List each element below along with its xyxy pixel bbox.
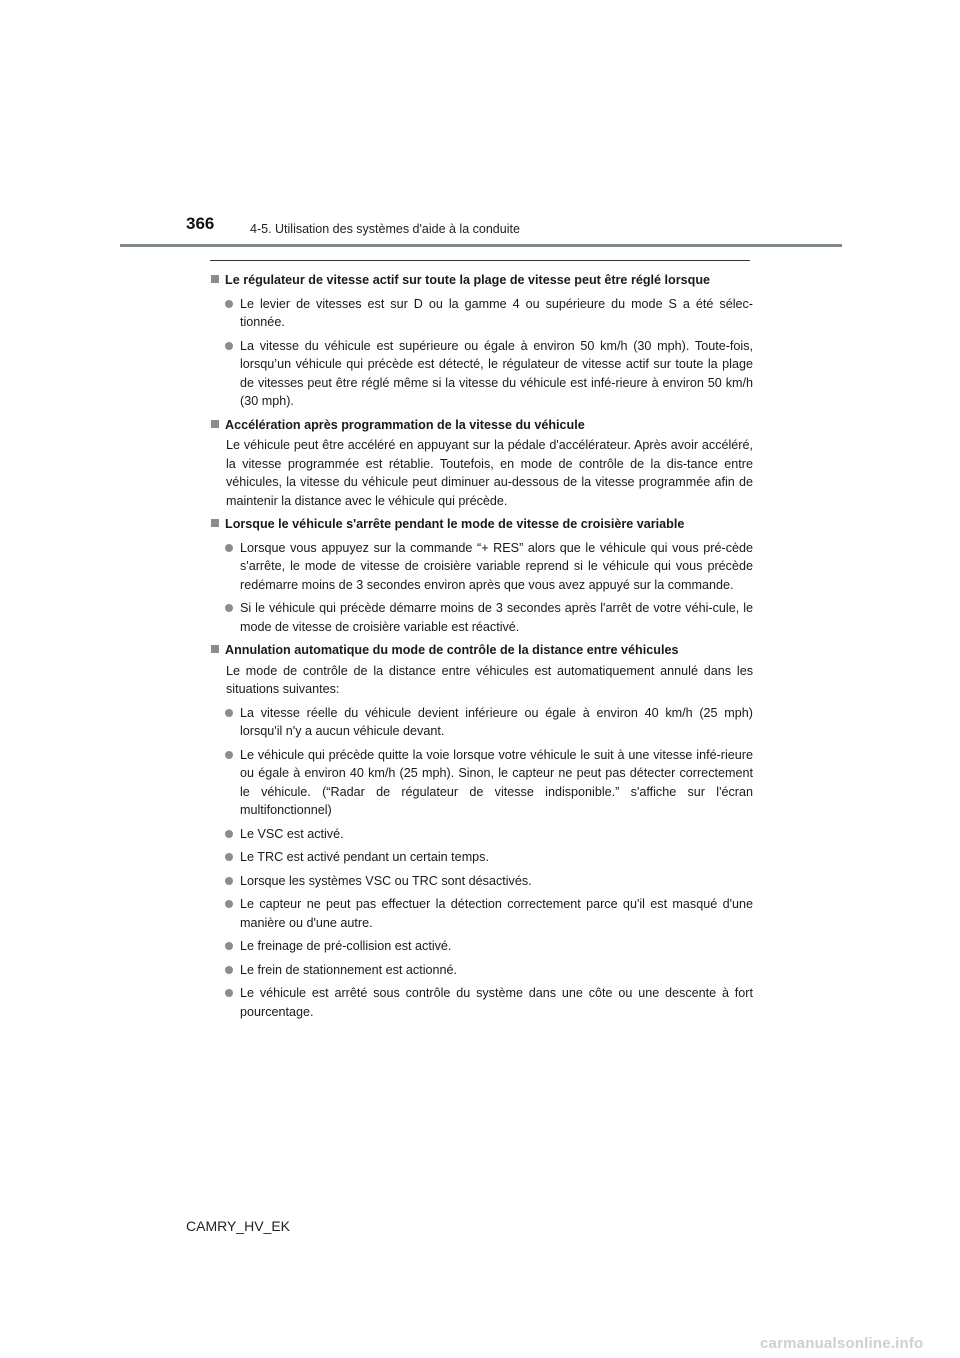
list-item-text: Si le véhicule qui précède démarre moins de 3 secondes après l'arrêt de votre véhi-cule, le mode de vitesse de croisière variable est réactivé. [240,601,753,634]
watermark: carmanualsonline.info [760,1335,924,1352]
circle-bullet-icon [225,853,233,861]
list-item-text: Le véhicule qui précède quitte la voie lorsque votre véhicule le suit à une vitesse infé-rieure ou égale à environ 40 km/h (25 mph). Sinon, le capteur ne peut pas détecter correctement le véhicule. (“Radar de régulateur de vitesse indisponible.” s'affiche sur l'écran multifonctionnel) [240,747,753,817]
circle-bullet-icon [225,989,233,997]
circle-bullet-icon [225,604,233,612]
circle-bullet-icon [225,342,233,350]
list-item [225,984,753,1021]
footer-model-code: CAMRY_HV_EK [186,1218,291,1234]
section-heading-text: Le régulateur de vitesse actif sur toute la plage de vitesse peut être réglé lorsque [225,273,711,287]
section [211,515,753,636]
section-heading [211,271,753,290]
square-bullet-icon [211,275,219,283]
paragraph: Le véhicule peut être accéléré en appuyant sur la pédale d'accélérateur. Après avoir accéléré, la vitesse programmée est rétablie. Toutefois, en mode de contrôle de la dis-tance entre véhicules, la vitesse du véhicule peut diminuer au-dessous de la vitesse programmée afin de maintenir la distance avec le véhicule qui précède. [226,438,753,508]
list-item-text: Le VSC est activé. [240,826,344,841]
circle-bullet-icon [225,300,233,308]
paragraph: Le mode de contrôle de la distance entre véhicules est automatiquement annulé dans les situations suivantes: [226,663,753,696]
circle-bullet-icon [225,544,233,552]
content-top-rule [210,260,750,261]
list-item-text: La vitesse réelle du véhicule devient inférieure ou égale à environ 40 km/h (25 mph) lorsqu'il n'y a aucun véhicule devant. [240,705,753,738]
circle-bullet-icon [225,751,233,759]
chapter-title: 4-5. Utilisation des systèmes d'aide à la conduite [250,222,520,236]
section-heading-text: Lorsque le véhicule s'arrête pendant le mode de vitesse de croisière variable [225,517,685,531]
list-item [225,337,753,411]
list-item-text: Le capteur ne peut pas effectuer la détection correctement parce qu'il est masqué d'une manière ou d'une autre. [240,897,753,930]
circle-bullet-icon [225,966,233,974]
square-bullet-icon [211,645,219,653]
list-item-text: La vitesse du véhicule est supérieure ou égale à environ 50 km/h (30 mph). Toute-fois, lorsqu’un véhicule qui précède est détecté, le régulateur de vitesse actif sur toute la plage de vitesses peut être réglé même si la vitesse du véhicule est infé-rieure à environ 50 km/h (30 mph). [240,338,753,408]
square-bullet-icon [211,420,219,428]
section-heading-text: Annulation automatique du mode de contrôle de la distance entre véhicules [225,643,679,657]
section [211,271,753,411]
list-item [225,295,753,332]
circle-bullet-icon [225,709,233,717]
list-item-text: Le frein de stationnement est actionné. [240,962,458,977]
circle-bullet-icon [225,942,233,950]
page-content [211,266,753,1021]
list-item-text: Lorsque les systèmes VSC ou TRC sont désactivés. [240,873,532,888]
list-item [225,937,753,956]
section [211,641,753,1021]
list-item [225,895,753,932]
list-item [225,961,753,980]
square-bullet-icon [211,519,219,527]
list-item [225,539,753,595]
list-item [225,599,753,636]
page-number: 366 [186,214,215,233]
circle-bullet-icon [225,830,233,838]
section [211,416,753,511]
header-rule [120,244,842,247]
list-item [225,872,753,891]
section-heading [211,416,753,435]
list-item [225,746,753,820]
section-heading-text: Accélération après programmation de la vitesse du véhicule [225,417,585,432]
list-item-text: Lorsque vous appuyez sur la commande “+ RES” alors que le véhicule qui vous pré-cède s'arrête, le mode de vitesse de croisière variable reprend si le véhicule qui vous précède redémarre moins de 3 secondes environ après que vous avez appuyé sur la commande. [240,540,753,592]
list-item-text: Le véhicule est arrêté sous contrôle du système dans une côte ou une descente à fort pourcentage. [240,986,753,1019]
list-item-text: Le levier de vitesses est sur D ou la gamme 4 ou supérieure du mode S a été sélec-tionnée. [240,296,753,329]
list-item-text: Le TRC est activé pendant un certain temps. [240,850,489,864]
list-item [225,848,753,867]
section-heading [211,641,753,660]
circle-bullet-icon [225,900,233,908]
section-heading [211,515,753,534]
list-item [225,825,753,844]
list-item [225,704,753,741]
list-item-text: Le freinage de pré-collision est activé. [240,939,452,953]
circle-bullet-icon [225,877,233,885]
